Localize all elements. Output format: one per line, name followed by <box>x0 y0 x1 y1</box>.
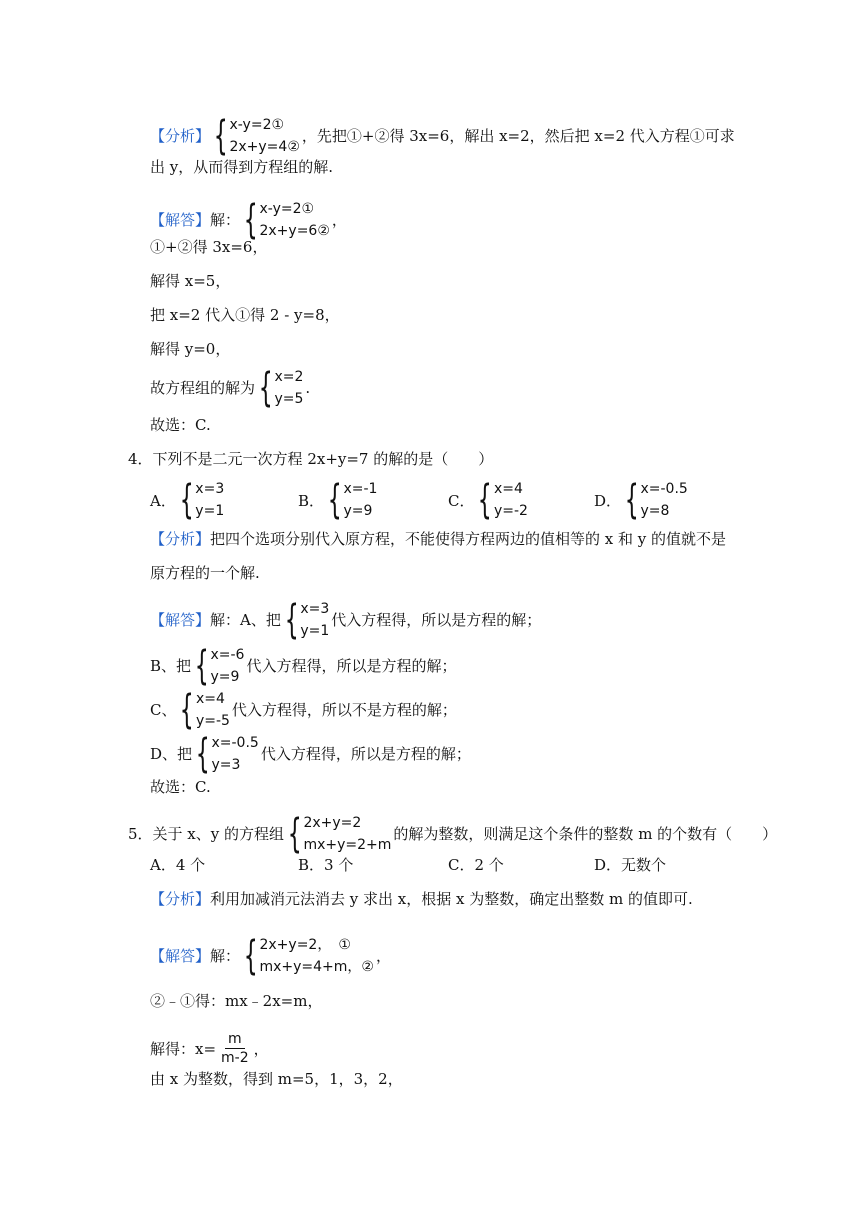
step-line: ②﹣①得：mx﹣2x=m， <box>150 992 323 1010</box>
question-5-stem: 5．关于 x、y 的方程组 { 2x+y=2 mx+y=2+m 的解为整数，则满足这个条件的整数 m 的个数有（ ） <box>128 811 778 857</box>
analysis-tag: 【分析】 <box>150 127 211 145</box>
step-line: 解得 y=0， <box>150 340 231 358</box>
choose-line: 故选：C. <box>150 416 211 434</box>
option-c[interactable]: C．2 个 <box>448 856 504 874</box>
step-line: 由 x 为整数，得到 m=5，1，3，2， <box>150 1070 403 1088</box>
fraction: $\frac{m}{m-2}$ <box>221 1031 249 1066</box>
answer-line-c: C、 { x=4 y=-5 代入方程得，所以不是方程的解； <box>150 687 457 733</box>
option-c[interactable]: C． { x=4 y=-2 <box>448 477 528 523</box>
option-a[interactable]: A． { x=3 y=1 <box>150 477 225 523</box>
option-b[interactable]: B． { x=-1 y=9 <box>298 477 378 523</box>
answer-line: 【解答】 解： { 2x+y=2， ① mx+y=4+m，② ， <box>150 933 391 979</box>
answer-line-d: D、把 { x=-0.5 y=3 代入方程得，所以是方程的解； <box>150 731 471 777</box>
step-line: 把 x=2 代入①得 2 - y=8， <box>150 306 340 324</box>
equation-system: { x=2 y=5 <box>258 365 304 411</box>
option-d[interactable]: D． { x=-0.5 y=8 <box>594 477 688 523</box>
choose-line: 故选：C. <box>150 778 211 796</box>
equation-system: { x-y=2① 2x+y=4② <box>213 113 300 159</box>
option-b[interactable]: B．3 个 <box>298 856 354 874</box>
analysis-text: ，先把①+②得 3x=6，解出 x=2，然后把 x=2 代入方程①可求 <box>301 127 735 145</box>
solution-line: 故方程组的解为 { x=2 y=5 . <box>150 365 311 411</box>
analysis-line-1 <box>150 114 735 158</box>
question-4-stem: 4．下列不是二元一次方程 2x+y=7 的解的是（ ） <box>128 450 494 468</box>
answer-tag: 【解答】 <box>150 211 211 229</box>
analysis-line-2: 出 y，从而得到方程组的解. <box>150 158 334 176</box>
answer-line-1: 【解答】 解： { x-y=2① 2x+y=6② ， <box>150 197 347 243</box>
analysis-line: 【分析】 利用加减消元法消去 y 求出 x，根据 x 为整数，确定出整数 m 的值即可. <box>150 890 693 908</box>
analysis-line: 原方程的一个解. <box>150 564 260 582</box>
option-a[interactable]: A．4 个 <box>150 856 206 874</box>
step-line-fraction: 解得：x= $\frac{m}{m-2}$ ， <box>150 1031 269 1066</box>
answer-line-b: B、把 { x=-6 y=9 代入方程得，所以是方程的解； <box>150 643 457 689</box>
step-line: 解得 x=5， <box>150 272 231 290</box>
option-d[interactable]: D．无数个 <box>594 856 667 874</box>
analysis-line: 【分析】 把四个选项分别代入原方程，不能使得方程两边的值相等的 x 和 y 的值就不是 <box>150 530 727 548</box>
equation-system: { x-y=2① 2x+y=6② <box>243 197 330 243</box>
answer-line-a: 【解答】 解：A、把 { x=3 y=1 代入方程得，所以是方程的解； <box>150 597 542 643</box>
step-line: ①+②得 3x=6， <box>150 238 268 256</box>
